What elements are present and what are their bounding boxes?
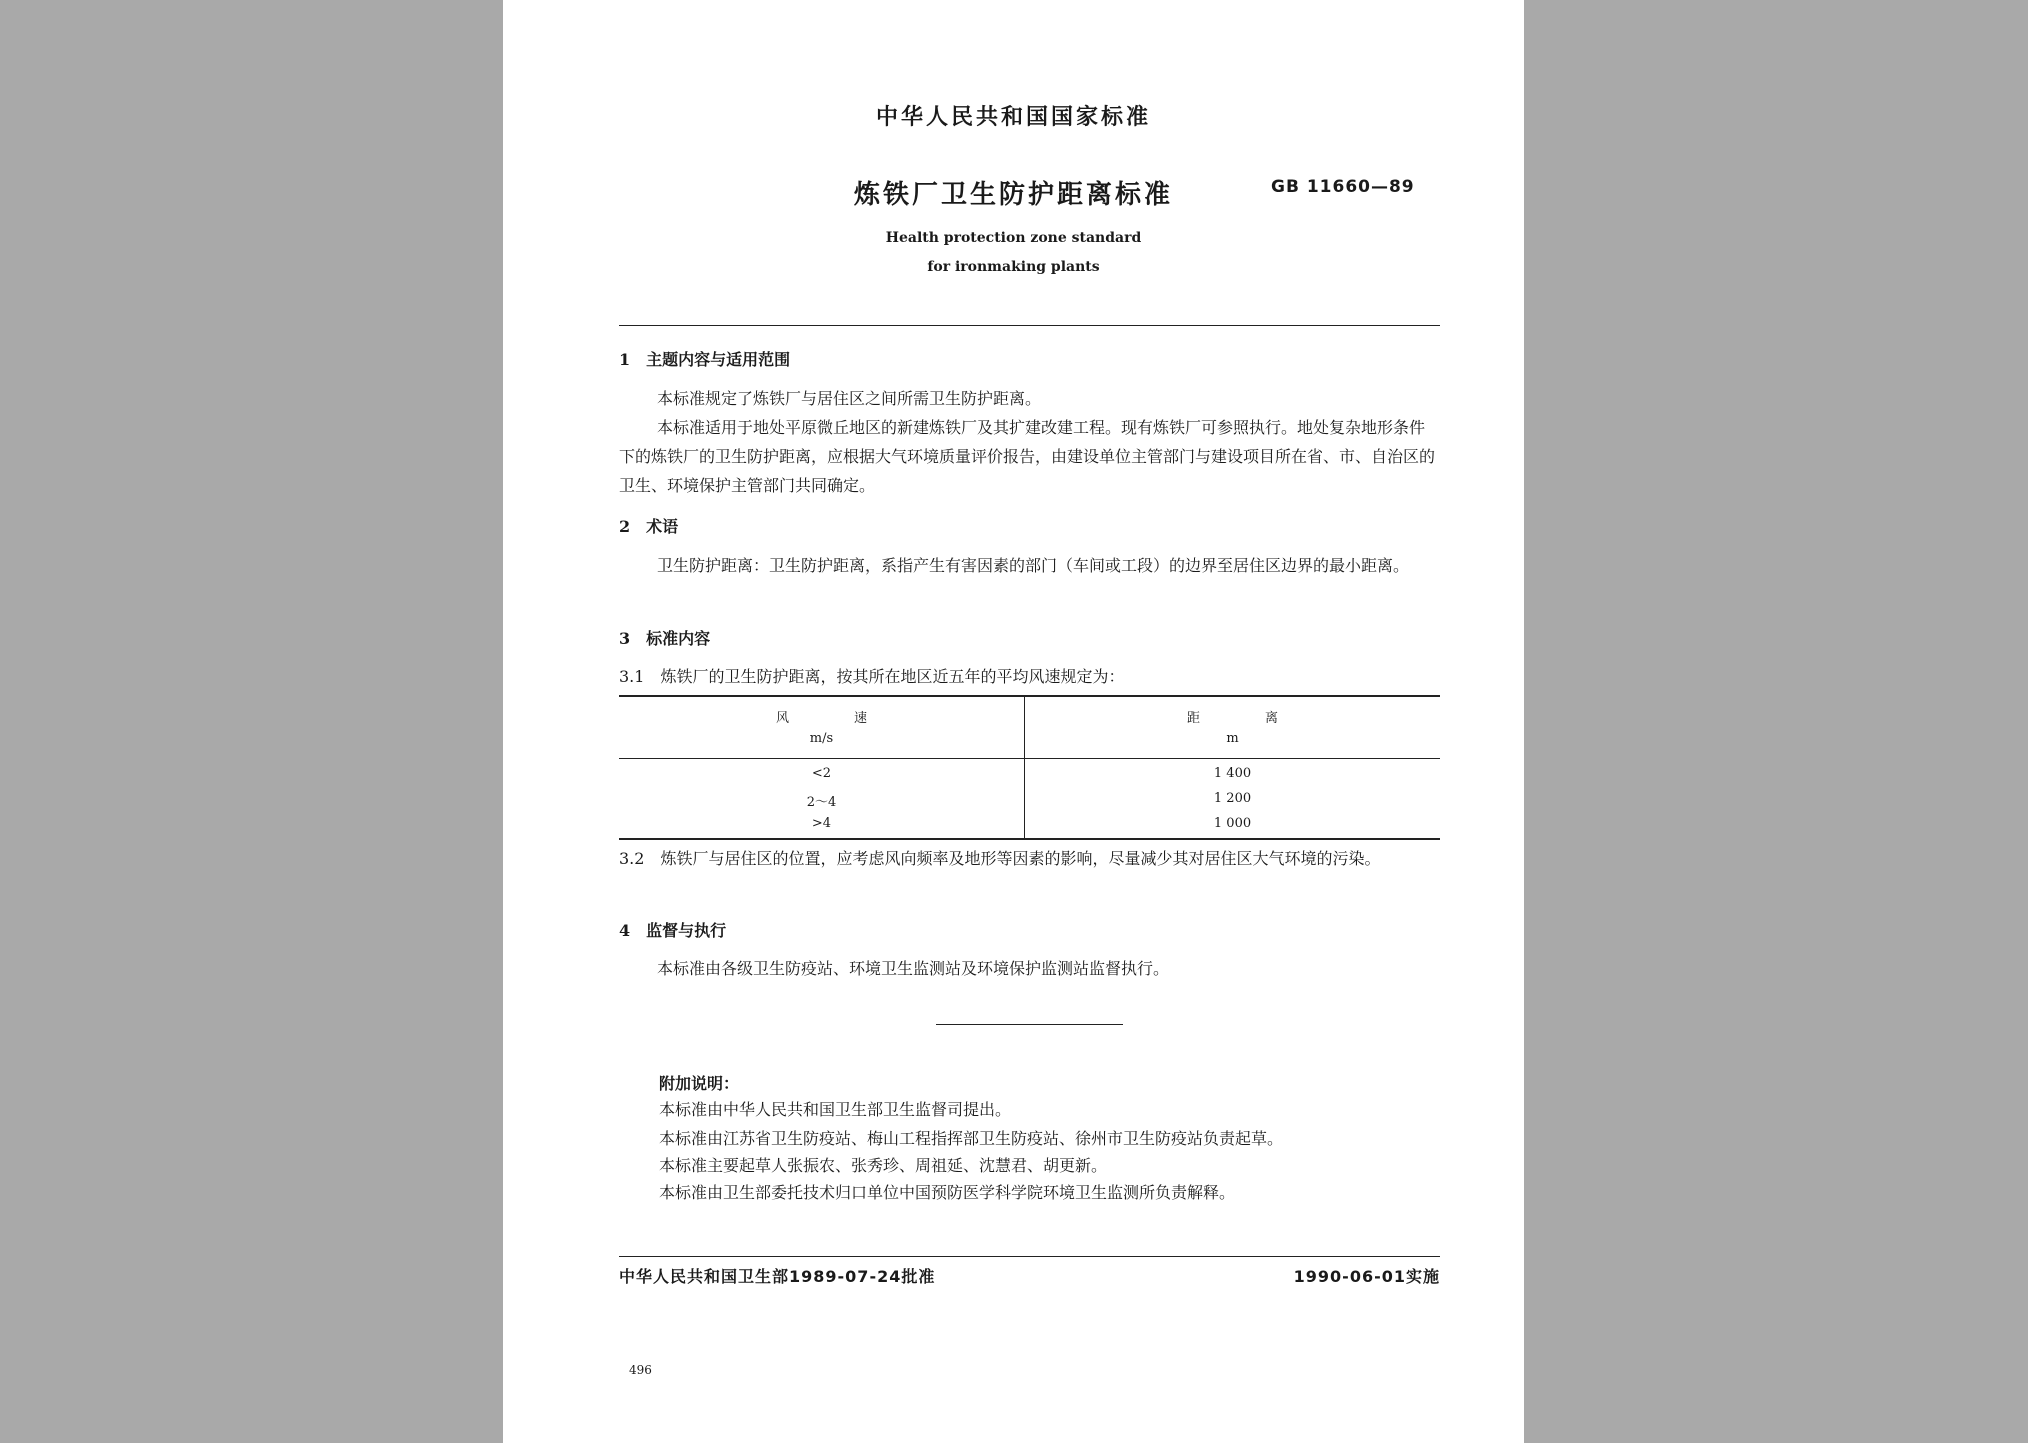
approval-date: 中华人民共和国卫生部1989-07-24批准	[619, 1267, 936, 1286]
table-header-distance: 距 离	[1186, 711, 1278, 726]
section1-paragraph1: 本标准规定了炼铁厂与居住区之间所需卫生防护距离。	[657, 389, 1042, 408]
appendix-line: 本标准由中华人民共和国卫生部卫生监督司提出。	[659, 1100, 1012, 1119]
footer-rule	[619, 1256, 1440, 1257]
appendix-line: 本标准由卫生部委托技术归口单位中国预防医学科学院环境卫生监测所负责解释。	[659, 1183, 1236, 1202]
english-title-line1: Health protection zone standard	[885, 230, 1142, 246]
english-title-line2: for ironmaking plants	[927, 259, 1100, 275]
section1-heading: 1 主题内容与适用范围	[619, 350, 791, 369]
table-cell-distance: 1 400	[1213, 766, 1252, 781]
section3-heading: 3 标准内容	[619, 629, 711, 648]
wind-distance-table	[619, 695, 1440, 840]
national-standard-heading: 中华人民共和国国家标准	[875, 105, 1151, 130]
section2-heading: 2 术语	[619, 517, 679, 536]
table-cell-speed: 2～4	[806, 795, 837, 810]
standard-code: GB 11660—89	[1271, 177, 1415, 197]
table-cell-distance: 1 200	[1213, 791, 1252, 806]
section3-1-text: 3.1 炼铁厂的卫生防护距离，按其所在地区近五年的平均风速规定为：	[619, 667, 1125, 686]
table-cell-speed: >4	[811, 816, 832, 831]
table-cell-distance: 1 000	[1213, 816, 1252, 831]
standard-title: 炼铁厂卫生防护距离标准	[853, 180, 1173, 210]
section4-heading: 4 监督与执行	[619, 921, 727, 940]
section3-2-text: 3.2 炼铁厂与居住区的位置，应考虑风向频率及地形等因素的影响，尽量减少其对居住区大气环境的污染。	[619, 849, 1381, 868]
table-bottom-rule	[619, 838, 1440, 840]
implementation-date: 1990-06-01实施	[1293, 1267, 1440, 1286]
table-header-wind-speed: 风 速	[775, 711, 867, 726]
table-header-wind-speed-unit: m/s	[809, 731, 834, 746]
section4-paragraph1: 本标准由各级卫生防疫站、环境卫生监测站及环境保护监测站监督执行。	[657, 959, 1170, 978]
section1-paragraph2: 本标准适用于地处平原微丘地区的新建炼铁厂及其扩建改建工程。现有炼铁厂可参照执行。地处复杂地形条件下的炼铁厂的卫生防护距离，应根据大气环境质量评价报告，由建设单位主管部门与建设项目所在省、市、自治区的卫生、环境保护主管部门共同确定。	[619, 418, 1436, 495]
table-top-rule	[619, 695, 1440, 697]
appendix-heading: 附加说明：	[659, 1074, 740, 1093]
header-rule	[619, 325, 1440, 326]
section2-paragraph1: 卫生防护距离：卫生防护距离，系指产生有害因素的部门（车间或工段）的边界至居住区边界的最小距离。	[657, 556, 1410, 575]
table-header-distance-unit: m	[1226, 731, 1239, 746]
appendix-line: 本标准主要起草人张振农、张秀珍、周祖延、沈慧君、胡更新。	[659, 1156, 1108, 1175]
table-cell-speed: <2	[811, 766, 832, 781]
page-number: 496	[629, 1363, 652, 1377]
document-page	[503, 0, 1524, 1443]
appendix-line: 本标准由江苏省卫生防疫站、梅山工程指挥部卫生防疫站、徐州市卫生防疫站负责起草。	[659, 1129, 1284, 1148]
table-header-rule	[619, 758, 1440, 759]
end-of-text-rule	[936, 1024, 1123, 1025]
